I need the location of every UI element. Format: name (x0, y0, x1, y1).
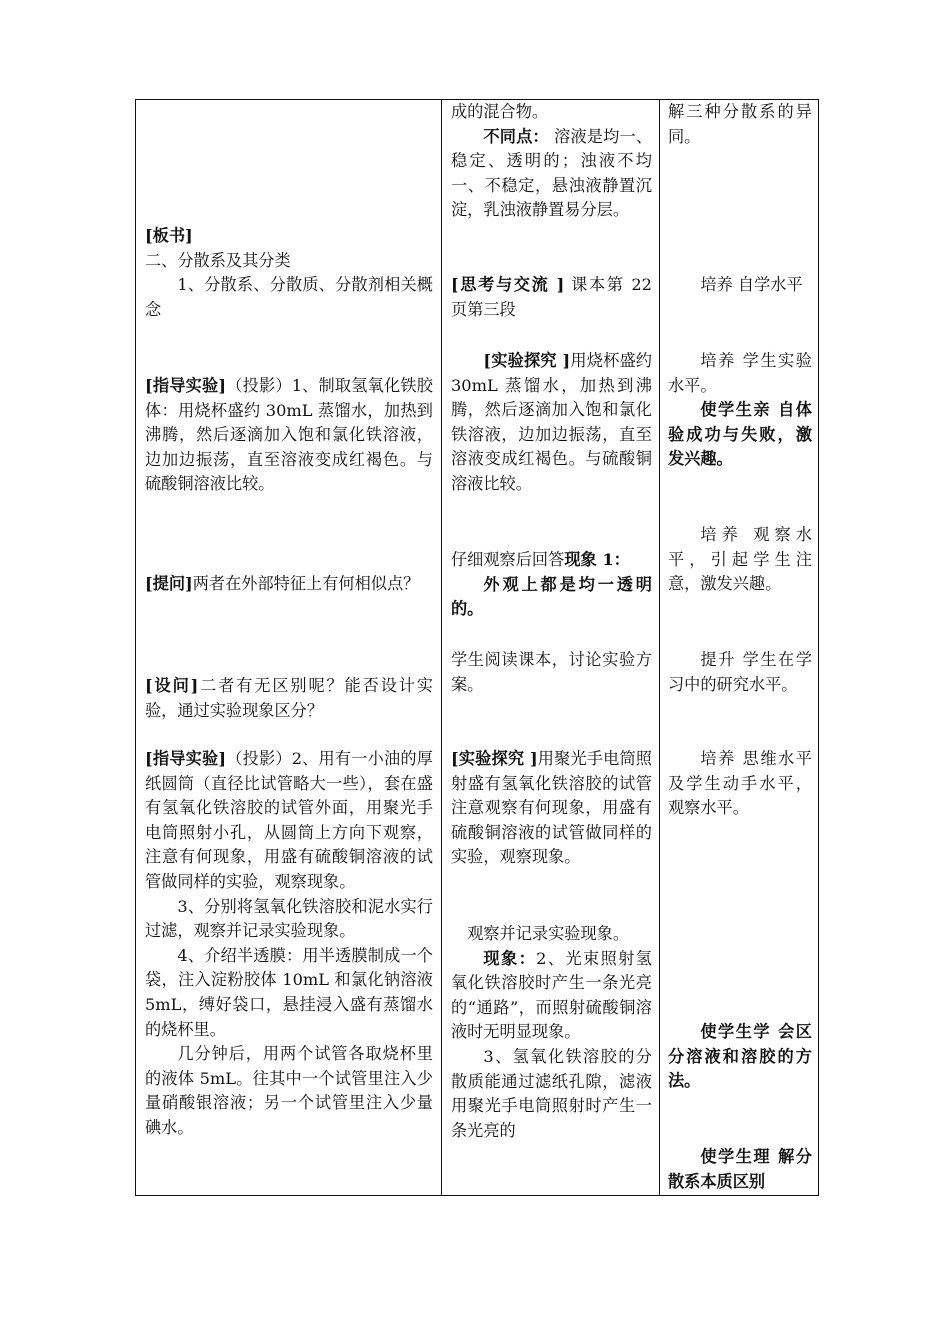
explore1-block (451, 349, 652, 497)
intent-column (660, 100, 818, 1195)
read-block (451, 648, 652, 697)
experiment1-block (145, 374, 433, 497)
explore1-text: 用烧杯盛约 30mL 蒸馏水，加热到沸腾，然后逐滴加入饱和氯化铁溶液，边加边振荡，直至溶液变成红褐色。与硫酸铜溶液比较。 (451, 351, 652, 493)
concept-item: 1、分散系、分散质、分散剂相关概念 (145, 275, 433, 319)
explore-tag-2: [实验探究 ] (451, 749, 538, 768)
intent-6-text: 培养 思维水平及学生动手水平，观察水平。 (668, 749, 812, 818)
difference-text: 溶液是均一、稳定、透明的；浊液不均一、不稳定，悬浊液静置沉淀，乳浊液静置易分层。 (451, 126, 653, 220)
intent-7-text: 使学生学 会区分溶液和溶胶的方法。 (668, 1022, 812, 1091)
student-column (442, 100, 660, 1195)
intent-4-text: 培养 观察水平，引起学生注意，激发兴趣。 (668, 525, 812, 594)
lesson-table (135, 99, 819, 1196)
intent-top-text: 解三种分散系的异同。 (668, 102, 812, 146)
intent-2-text: 培养 学生实验水平。 (668, 351, 812, 395)
phenomenon2-label: 现象： (483, 948, 537, 968)
phenomenon-block (451, 922, 652, 1143)
guide-experiment-tag: [指导实验] (145, 376, 227, 395)
think-block (451, 273, 652, 322)
intent-8 (668, 1145, 812, 1194)
board-tag: [板书] (145, 226, 193, 245)
experiment4b-text: 几分钟后，用两个试管各取烧杯里的液体 5mL。往其中一个试管里注入少量硝酸银溶液；另一个试管里注入少量碘水。 (145, 1044, 433, 1137)
question1-block (145, 572, 433, 597)
read-text: 学生阅读课本，讨论实验方案。 (451, 650, 652, 694)
explore2-text: 用聚光手电筒照射盛有氢氧化铁溶胶的试管注意观察有何现象，用盛有硫酸铜溶液的试管做同样的实验，观察现象。 (451, 749, 652, 867)
experiment2-block (145, 747, 433, 1141)
intent-1 (668, 273, 812, 298)
experiment1-text: （投影）1、制取氢氧化铁胶体：用烧杯盛约 30mL 蒸馏水，加热到沸腾，然后逐滴加入饱和氯化铁溶液，边加边振荡，直至溶液变成红褐色。与硫酸铜溶液比较。 (145, 376, 433, 494)
guide-experiment-tag-2: [指导实验] (145, 749, 227, 768)
question-tag: [提问] (145, 574, 193, 593)
experiment3-text: 3、分别将氢氧化铁溶胶和泥水实行过滤，观察并记录实验现象。 (145, 896, 433, 941)
mixture-text: 成的混合物。 (451, 102, 549, 121)
difference-block (451, 100, 652, 223)
explore2-block (451, 747, 652, 870)
intent-5 (668, 648, 812, 697)
observe-block (451, 548, 652, 622)
record-text: 观察并记录实验现象。 (467, 924, 630, 943)
question2-text: 二者有无区别呢？能否设计实验，通过实验现象区分？ (145, 676, 433, 720)
think-tag: [思考与交流 ] (451, 275, 565, 294)
intent-5-text: 提升 学生在学习中的研究水平。 (668, 650, 812, 694)
phenomenon1-text: 外观上都是均一透明的。 (451, 574, 652, 619)
intent-top (668, 100, 812, 149)
intent-7 (668, 1020, 812, 1094)
question2-block (145, 674, 433, 723)
intent-3-text: 使学生亲 自体验成功与失败，激发兴趣。 (668, 400, 812, 469)
intent-4 (668, 523, 812, 597)
observe-text: 仔细观察后回答 (451, 550, 565, 569)
intent-1-text: 培养 自学水平 (700, 275, 803, 294)
phenomenon3-text: 3、氢氧化铁溶胶的分散质能通过滤纸孔隙，滤液用聚光手电筒照射时产生一条光亮的 (451, 1046, 652, 1140)
question1-text: 两者在外部特征上有何相似点？ (192, 574, 420, 593)
intent-6 (668, 747, 812, 821)
difference-label: 不同点： (483, 126, 549, 146)
teacher-column (136, 100, 442, 1195)
think-text: 课本第 22 页第三段 (451, 275, 652, 319)
board-block (145, 224, 433, 322)
phenomenon2-text: 2、光束照射氢氧化铁溶胶时产生一条光亮的“通路”，而照射硫酸铜溶液时无明显现象。 (451, 948, 652, 1042)
pose-question-tag: [设问] (145, 676, 199, 695)
experiment2-text: （投影）2、用有一小油的厚纸圆筒（直径比试管略大一些），套在盛有氢氧化铁溶胶的试管外面，用聚光手电筒照射小孔，从圆筒上方向下观察，注意有何现象，用盛有硫酸铜溶液的试管做同样的实验，观察现象。 (145, 749, 433, 891)
section-title: 二、分散系及其分类 (145, 250, 291, 270)
phenomenon1-label: 现象 1： (564, 550, 630, 569)
experiment4-text: 4、介绍半透膜：用半透膜制成一个袋，注入淀粉胶体 10mL 和氯化钠溶液 5mL，缚好袋口，悬挂浸入盛有蒸馏水的烧杯里。 (145, 945, 433, 1039)
explore-tag: [实验探究 ] (483, 351, 571, 370)
intent-8-text: 使学生理 解分散系本质区别 (668, 1147, 812, 1191)
intent-2 (668, 349, 812, 472)
